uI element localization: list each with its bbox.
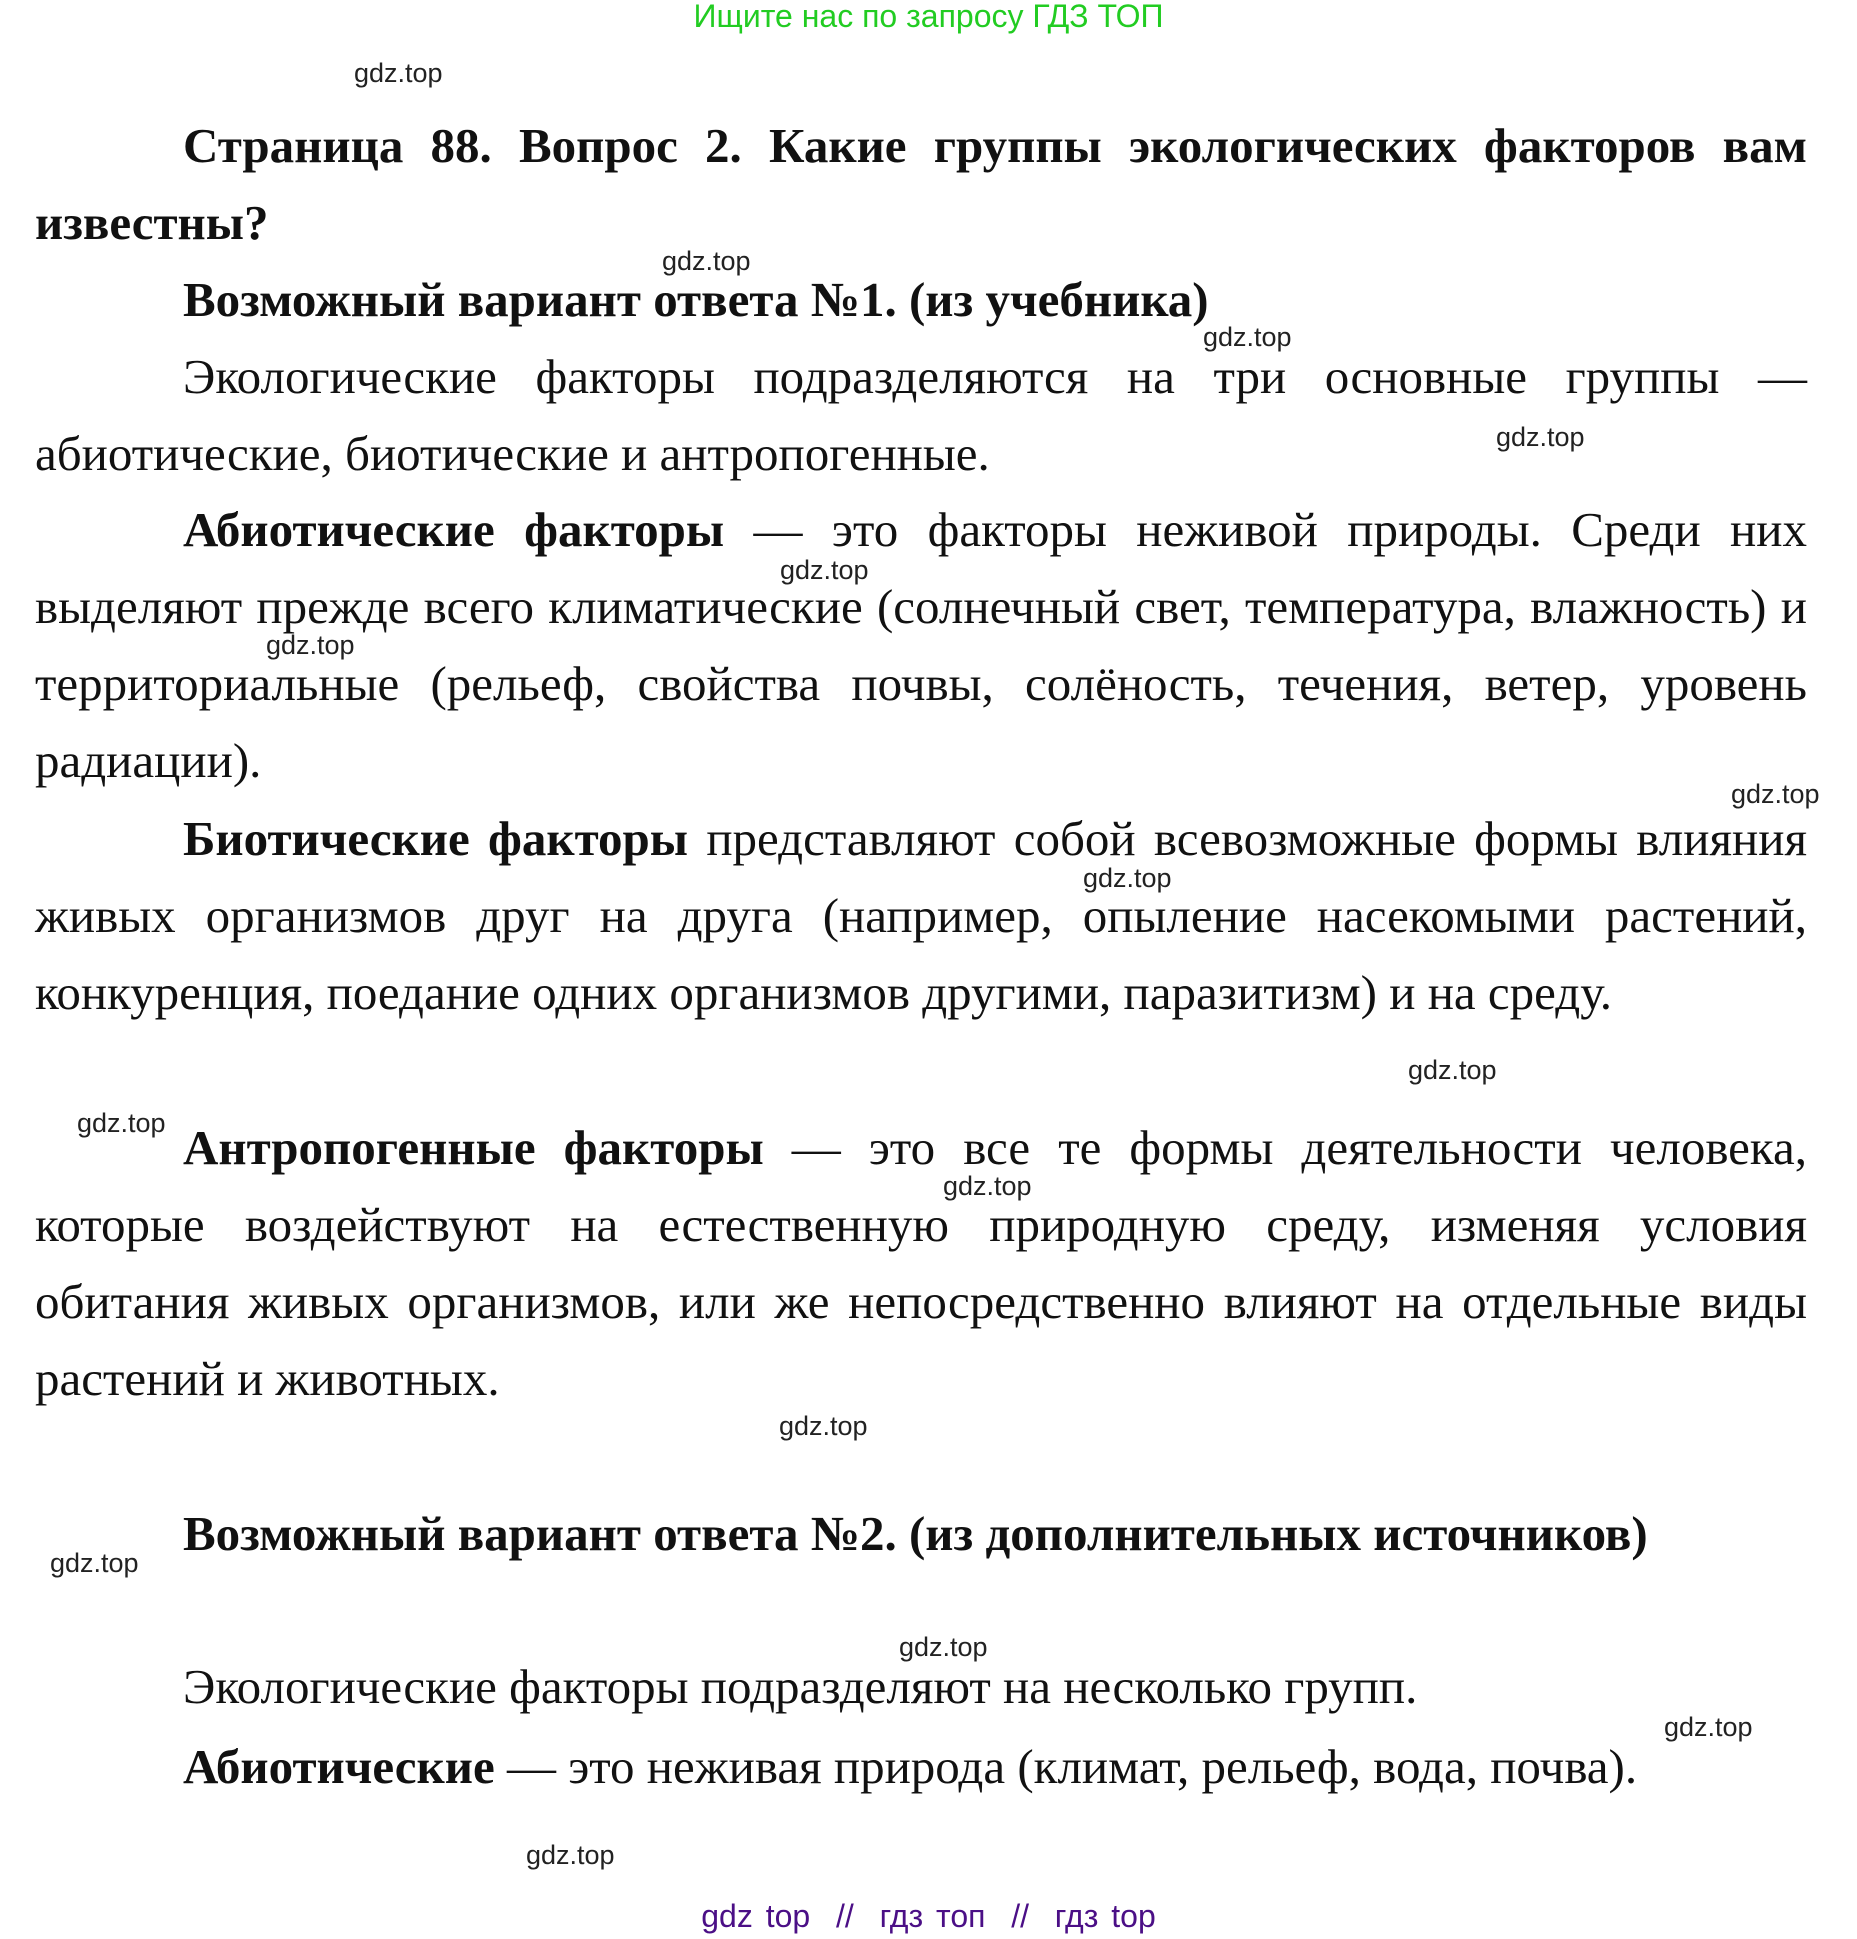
answer1-heading: Возможный вариант ответа №1. (из учебника) xyxy=(183,272,1209,327)
watermark: gdz.top xyxy=(1083,863,1172,893)
answer1-anthropogenic xyxy=(35,1109,1807,1417)
watermark: gdz.top xyxy=(662,246,751,276)
answer2-intro: Экологические факторы подразделяют на несколько групп. xyxy=(183,1659,1418,1714)
term: Антропогенные факторы xyxy=(183,1120,764,1175)
watermark: gdz.top xyxy=(77,1108,166,1138)
answer1-biotic xyxy=(35,800,1807,1031)
watermark: gdz.top xyxy=(899,1632,988,1662)
answer2-abiotic xyxy=(35,1728,1807,1805)
definition: — это неживая природа (климат, рельеф, вода, почва). xyxy=(494,1739,1638,1794)
definition: — это все те формы деятельности человека, которые воздействуют на естественную природную среду, изменяя условия обитания живых организмов, или же непосредственно влияют на отдельные виды растений и животных. xyxy=(35,1120,1807,1406)
definition: представляют собой всевозможные формы влияния живых организмов друг на друга (например, опыление насекомыми растений, конкуренция, поедание одних организмов другими, паразитизм) и на среду. xyxy=(35,811,1807,1020)
watermark: gdz.top xyxy=(266,630,355,660)
page-title: Страница 88. Вопрос 2. Какие группы экологических факторов вам известны? xyxy=(35,118,1807,250)
watermark: gdz.top xyxy=(50,1548,139,1578)
watermark: gdz.top xyxy=(1731,779,1820,809)
definition: — это факторы неживой природы. Среди них выделяют прежде всего климатические (солнечный свет, температура, влажность) и территориальные (рельеф, свойства почвы, солёность, течения, ветер, уровень радиации). xyxy=(35,502,1807,788)
answer1-intro: Экологические факторы подразделяются на три основные группы — абиотические, биотические и антропогенные. xyxy=(35,349,1807,481)
term: Абиотические факторы xyxy=(183,502,725,557)
watermark: gdz.top xyxy=(354,58,443,88)
watermark: gdz.top xyxy=(779,1411,868,1441)
watermark: gdz.top xyxy=(1664,1712,1753,1742)
watermark: gdz.top xyxy=(780,555,869,585)
search-banner: Ищите нас по запросу ГДЗ ТОП xyxy=(693,0,1164,34)
term: Абиотические xyxy=(183,1739,495,1794)
watermark: gdz.top xyxy=(1408,1055,1497,1085)
term: Биотические факторы xyxy=(183,811,689,866)
watermark: gdz.top xyxy=(1203,322,1292,352)
answer2-heading: Возможный вариант ответа №2. (из дополнительных источников) xyxy=(183,1506,1648,1561)
watermark: gdz.top xyxy=(1496,422,1585,452)
footer-links: gdz top // гдз топ // гдз top xyxy=(701,1898,1156,1934)
watermark: gdz.top xyxy=(943,1171,1032,1201)
watermark: gdz.top xyxy=(526,1840,615,1870)
